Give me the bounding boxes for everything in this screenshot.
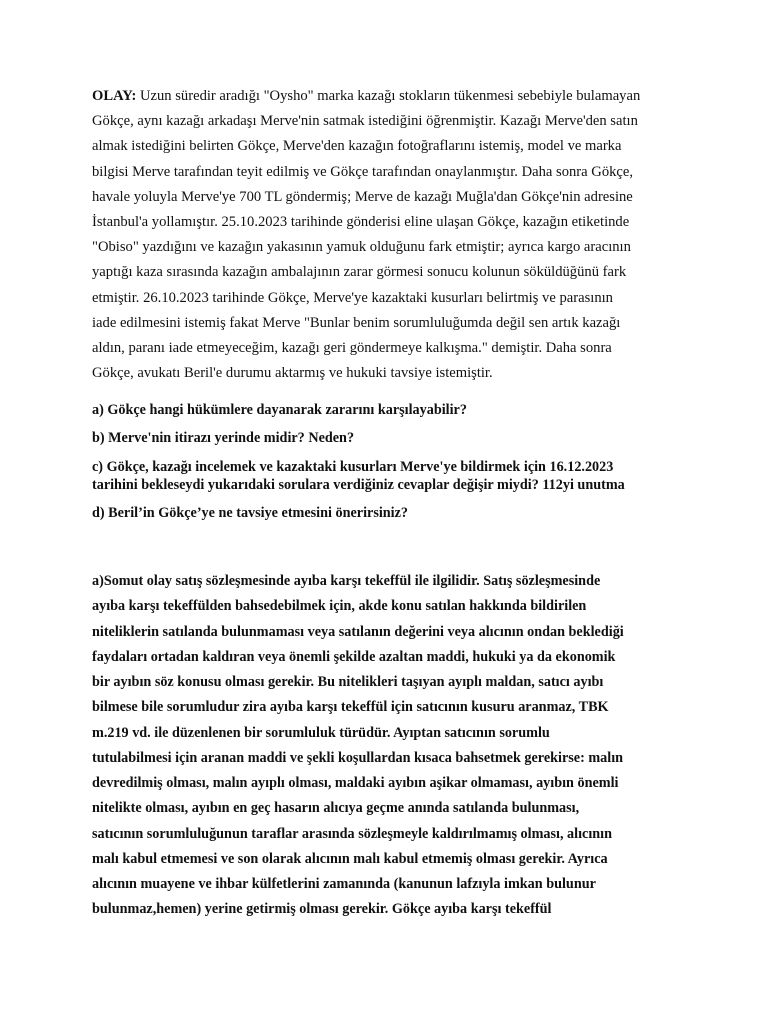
answer-line: bulunmaz,hemen) yerine getirmiş olması gerekir. Gökçe ayıba karşı tekeffül	[92, 901, 552, 918]
incident-line: etmiştir. 26.10.2023 tarihinde Gökçe, Merve'ye kazaktaki kusurları belirtmiş ve parasının	[92, 289, 613, 306]
answer-line: nitelikte olması, ayıbın en geç hasarın alıcıya geçme anında satılanda bulunması,	[92, 800, 580, 817]
question-d-text: d) Beril’in Gökçe’ye ne tavsiye etmesini önerirsiniz?	[92, 505, 409, 521]
incident-line: Gökçe, avukatı Beril'e durumu aktarmış ve hukuki tavsiye istemiştir.	[92, 365, 493, 382]
answer-line: bilmese bile sorumludur zira ayıba karşı tekeffül için satıcının kusuru aranmaz, TBK	[92, 699, 609, 716]
incident-line: bilgisi Merve tarafından teyit edilmiş ve Gökçe tarafından onaylanmıştır. Daha sonra Gökçe,	[92, 163, 634, 180]
answer-line: m.219 vd. ile düzenlenen bir sorumluluk türüdür. Ayıptan satıcının sorumlu	[92, 724, 550, 741]
incident-line-text: Uzun süredir aradığı "Oysho" marka kazağı stokların tükenmesi sebebiyle bulamayan	[136, 88, 641, 104]
answer-line: a)Somut olay satış sözleşmesinde ayıba karşı tekeffül ile ilgilidir. Satış sözleşmesinde	[92, 573, 601, 589]
question-c	[92, 458, 692, 494]
incident-line: almak istediğini belirten Gökçe, Merve'den kazağın fotoğraflarını istemiş, model ve marka	[92, 138, 622, 155]
question-a-text: a) Gökçe hangi hükümlere dayanarak zararını karşılayabilir?	[92, 402, 467, 418]
incident-label: OLAY:	[92, 88, 137, 104]
answer-line: devredilmiş olması, malın ayıplı olması, maldaki ayıbın aşikar olmaması, ayıbın önemli	[92, 775, 619, 791]
answer-line: faydaları ortadan kaldıran veya önemli şekilde azaltan maddi, hukuki ya da ekonomik	[92, 648, 616, 665]
answer-line: ayıba karşı tekeffülden bahsedebilmek için, akde konu satılan hakkında bildirilen	[92, 598, 587, 615]
incident-line: havale yoluyla Merve'ye 700 TL göndermiş; Merve de kazağı Muğla'dan Gökçe'nin adresine	[92, 188, 633, 205]
answer-line: malı kabul etmemesi ve son olarak alıcının malı kabul etmemiş olması gerekir. Ayrıca	[92, 850, 608, 867]
question-c-line-1: c) Gökçe, kazağı incelemek ve kazaktaki kusurları Merve'ye bildirmek için 16.12.2023	[92, 459, 614, 475]
incident-line: "Obiso" yazdığını ve kazağın yakasının yamuk olduğunu fark etmiştir; ayrıca kargo aracının	[92, 239, 631, 256]
question-d	[92, 504, 692, 522]
question-a	[92, 401, 692, 419]
question-b-text: b) Merve'nin itirazı yerinde midir? Neden?	[92, 430, 355, 446]
answer-line: satıcının sorumluluğunun taraflar arasında sözleşmeyle kaldırılmamış olması, alıcının	[92, 825, 612, 842]
answer-line: bir ayıbın söz konusu olması gerekir. Bu nitelikleri taşıyan ayıplı maldan, satıcı ayıbı	[92, 674, 604, 690]
question-b	[92, 429, 692, 447]
answer-a-paragraph	[92, 569, 682, 923]
incident-line: İstanbul'a yollamıştır. 25.10.2023 tarihinde gönderisi eline ulaşan Gökçe, kazağın etiketinde	[92, 214, 630, 231]
answer-line: alıcının muayene ve ihbar külfetlerini zamanında (kanunun lafzıyla imkan bulunur	[92, 876, 596, 892]
incident-line: iade edilmesini istemiş fakat Merve "Bunlar benim sorumluluğumda değil sen artık kazağı	[92, 314, 621, 331]
incident-paragraph	[92, 84, 682, 386]
incident-line	[92, 84, 682, 109]
incident-line: Gökçe, aynı kazağı arkadaşı Merve'nin satmak istediğini öğrenmiştir. Kazağı Merve'den satın	[92, 113, 638, 130]
answer-line: niteliklerin satılanda bulunmaması veya satılanın değerini veya alıcının ondan beklediği	[92, 623, 624, 640]
question-c-line-2: tarihini bekleseydi yukarıdaki sorulara verdiğiniz cevaplar değişir miydi? 112yi unutma	[92, 477, 625, 493]
answer-line: tutulabilmesi için aranan maddi ve şekli koşullardan kısaca bahsetmek gerekirse: malın	[92, 749, 624, 766]
incident-line: aldın, paranı iade etmeyeceğim, kazağı geri göndermeye kalkışma." demiştir. Daha sonra	[92, 340, 612, 357]
incident-line: yaptığı kaza sırasında kazağın ambalajının zarar görmesi sonucu kolunun söküldüğünü fark	[92, 264, 627, 281]
